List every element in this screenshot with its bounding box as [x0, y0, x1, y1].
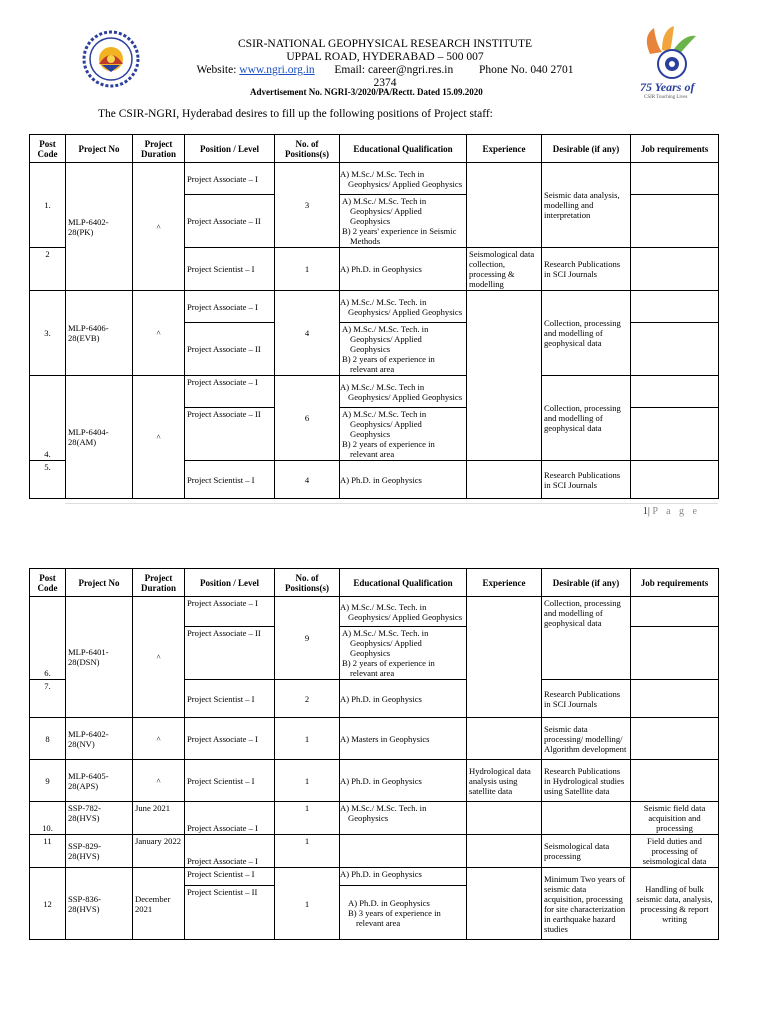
desirable: Research Publications in SCI Journals — [542, 680, 631, 718]
table-row — [30, 376, 719, 408]
post-code: 7. — [30, 680, 66, 718]
project-no: MLP-6402-28(NV) — [66, 718, 133, 760]
positions-count: 1 — [275, 718, 340, 760]
job-requirements: Field duties and processing of seismological data — [631, 835, 719, 868]
project-no: SSP-836-28(HVS) — [66, 868, 133, 940]
table-row — [30, 597, 719, 627]
email-text: Email: career@ngri.res.in — [334, 64, 454, 76]
col-project-no: Project No — [66, 569, 133, 597]
positions-count: 3 — [275, 163, 340, 248]
position-level: Project Scientist – I — [185, 461, 275, 499]
desirable: Research Publications in SCI Journals — [542, 461, 631, 499]
qualification: A) Masters in Geophysics — [340, 718, 467, 760]
positions-count: 1 — [275, 760, 340, 802]
post-code: 8 — [30, 718, 66, 760]
experience — [467, 597, 542, 718]
position-level: Project Associate – I — [185, 597, 275, 627]
post-code: 12 — [30, 868, 66, 940]
post-code: 3. — [30, 291, 66, 376]
job-requirements — [631, 627, 719, 680]
qualification — [340, 835, 467, 868]
project-duration: ^ — [133, 376, 185, 499]
positions-count: 2 — [275, 680, 340, 718]
experience — [467, 802, 542, 835]
logo-tagline: CSIR Touching Lives — [644, 95, 688, 100]
project-no: MLP-6402-28(PK) — [66, 163, 133, 291]
website-label: Website: — [196, 64, 240, 76]
desirable: Seismic data analysis, modelling and interpretation — [542, 163, 631, 248]
desirable: Research Publications in Hydrological studies using Satellite data — [542, 760, 631, 802]
phone-text: Phone No. 040 2701 2374 — [373, 64, 574, 89]
position-level: Project Scientist – II — [185, 886, 275, 940]
position-level: Project Associate – I — [185, 802, 275, 835]
post-code: 5. — [30, 461, 66, 499]
job-requirements — [631, 195, 719, 248]
table-row — [30, 718, 719, 760]
page-number-label: P a g e — [652, 506, 700, 517]
experience — [467, 163, 542, 248]
desirable: Seismological data processing — [542, 835, 631, 868]
qualification: A) M.Sc./ M.Sc. Tech. in Geophysics/ Applied Geophysics — [340, 597, 467, 627]
website-link[interactable]: www.ngri.org.in — [239, 64, 315, 76]
desirable: Research Publications in SCI Journals — [542, 248, 631, 291]
col-educational-qualification: Educational Qualification — [340, 569, 467, 597]
experience: Hydrological data analysis using satellite data — [467, 760, 542, 802]
col-position-level: Position / Level — [185, 569, 275, 597]
positions-table-page2 — [29, 568, 719, 940]
qualification: A) Ph.D. in Geophysics — [340, 461, 467, 499]
qualification-line: A) M.Sc./ M.Sc. Tech in Geophysics/ Applied Geophysics — [342, 196, 427, 226]
logo-years-text: 75 Years of — [640, 80, 695, 94]
desirable: Seismic data processing/ modelling/ Algorithm development — [542, 718, 631, 760]
position-level: Project Scientist – I — [185, 248, 275, 291]
intro-text: The CSIR-NGRI, Hyderabad desires to fill up the following positions of Project staff: — [98, 108, 493, 120]
job-requirements: Seismic field data acquisition and processing — [631, 802, 719, 835]
page-number-value: 1 — [642, 506, 648, 517]
job-requirements — [631, 376, 719, 408]
job-requirements — [631, 408, 719, 461]
job-requirements — [631, 248, 719, 291]
position-level: Project Scientist – I — [185, 868, 275, 886]
ngri-logo — [82, 30, 140, 88]
post-code: 11 — [30, 835, 66, 868]
qualification-line: B) 2 years of experience in relevant area — [342, 439, 435, 459]
col-no-of-positions: No. of Positions(s) — [275, 135, 340, 163]
col-experience: Experience — [467, 135, 542, 163]
job-requirements — [631, 680, 719, 718]
desirable: Collection, processing and modelling of geophysical data — [542, 291, 631, 376]
qualification: A) Ph.D. in Geophysics — [340, 680, 467, 718]
col-post-code: Post Code — [30, 569, 66, 597]
qualification — [340, 627, 467, 680]
qualification-line: A) Ph.D. in Geophysics — [348, 897, 430, 908]
desirable: Collection, processing and modelling of geophysical data — [542, 376, 631, 461]
qualification — [340, 323, 467, 376]
post-code: 6. — [30, 597, 66, 680]
project-no: MLP-6406-28(EVB) — [66, 291, 133, 376]
desirable: Minimum Two years of seismic data acquisition, processing for site characterization in earthquake hazard studies — [542, 868, 631, 940]
post-code: 4. — [30, 376, 66, 461]
experience — [467, 461, 542, 499]
table-row — [30, 291, 719, 323]
qualification: A) M.Sc./ M.Sc. Tech in Geophysics/ Applied Geophysics — [340, 163, 467, 195]
experience: Seismological data collection, processing & modelling — [467, 248, 542, 291]
post-code: 10. — [30, 802, 66, 835]
post-code: 9 — [30, 760, 66, 802]
positions-count: 6 — [275, 376, 340, 461]
table-header-row — [30, 135, 719, 163]
desirable: Collection, processing and modelling of geophysical data — [542, 597, 631, 680]
qualification — [340, 408, 467, 461]
position-level: Project Associate – II — [185, 195, 275, 248]
experience — [467, 718, 542, 760]
positions-count: 1 — [275, 835, 340, 868]
position-level: Project Associate – II — [185, 627, 275, 680]
positions-count: 4 — [275, 291, 340, 376]
col-desirable: Desirable (if any) — [542, 569, 631, 597]
position-level: Project Associate – II — [185, 323, 275, 376]
project-no: SSP-829-28(HVS) — [66, 835, 133, 868]
post-code: 1. — [30, 163, 66, 248]
desirable — [542, 802, 631, 835]
col-desirable: Desirable (if any) — [542, 135, 631, 163]
positions-count: 4 — [275, 461, 340, 499]
job-requirements — [631, 461, 719, 499]
col-experience: Experience — [467, 569, 542, 597]
project-duration: June 2021 — [133, 802, 185, 835]
position-level: Project Associate – I — [185, 835, 275, 868]
position-level: Project Associate – II — [185, 408, 275, 461]
qualification-line: A) M.Sc./ M.Sc. Tech. in Geophysics/ Applied Geophysics — [342, 324, 429, 354]
col-project-duration: Project Duration — [133, 135, 185, 163]
positions-count: 1 — [275, 868, 340, 940]
position-level: Project Associate – I — [185, 718, 275, 760]
position-level: Project Associate – I — [185, 291, 275, 323]
qualification: A) M.Sc./ M.Sc. Tech. in Geophysics/ Applied Geophysics — [340, 291, 467, 323]
project-no: MLP-6405-28(APS) — [66, 760, 133, 802]
project-no: MLP-6401-28(DSN) — [66, 597, 133, 718]
institute-name: CSIR-NATIONAL GEOPHYSICAL RESEARCH INSTITUTE — [238, 38, 532, 50]
qualification-line: B) 2 years of experience in relevant area — [342, 354, 435, 374]
col-position-level: Position / Level — [185, 135, 275, 163]
qualification-line: A) M.Sc./ M.Sc. Tech in Geophysics/ Applied Geophysics — [342, 409, 427, 439]
csir-75-years-logo — [632, 24, 710, 104]
col-educational-qualification: Educational Qualification — [340, 135, 467, 163]
qualification-line: B) 2 years of experience in relevant area — [342, 658, 435, 678]
qualification: A) M.Sc./ M.Sc. Tech. in Geophysics — [340, 802, 467, 835]
table-row — [30, 760, 719, 802]
project-duration: ^ — [133, 597, 185, 718]
project-duration: December 2021 — [133, 868, 185, 940]
qualification-line: B) 2 years' experience in Seismic Methods — [342, 226, 457, 246]
experience — [467, 835, 542, 868]
job-requirements — [631, 291, 719, 323]
project-duration: ^ — [133, 760, 185, 802]
job-requirements — [631, 718, 719, 760]
qualification: A) Ph.D. in Geophysics — [340, 760, 467, 802]
qualification-line: A) M.Sc./ M.Sc. Tech. in Geophysics/ Applied Geophysics — [342, 628, 429, 658]
qualification-line: B) 3 years of experience in relevant area — [348, 907, 441, 928]
job-requirements: Handling of bulk seismic data, analysis, processing & report writing — [631, 868, 719, 940]
qualification: A) M.Sc./ M.Sc. Tech in Geophysics/ Applied Geophysics — [340, 376, 467, 408]
project-duration: ^ — [133, 291, 185, 376]
position-level: Project Scientist – I — [185, 760, 275, 802]
positions-count: 9 — [275, 597, 340, 680]
project-duration: ^ — [133, 718, 185, 760]
project-no: SSP-782-28(HVS) — [66, 802, 133, 835]
experience — [467, 868, 542, 940]
positions-count: 1 — [275, 802, 340, 835]
qualification — [340, 886, 467, 940]
col-project-no: Project No — [66, 135, 133, 163]
position-level: Project Associate – I — [185, 163, 275, 195]
institute-address: UPPAL ROAD, HYDERABAD – 500 007 — [286, 51, 484, 63]
col-post-code: Post Code — [30, 135, 66, 163]
col-job-requirements: Job requirements — [631, 569, 719, 597]
qualification — [340, 195, 467, 248]
advertisement-number: Advertisement No. NGRI-3/2020/PA/Rectt. Dated 15.09.2020 — [250, 87, 483, 97]
col-job-requirements: Job requirements — [631, 135, 719, 163]
positions-table-page1 — [29, 134, 719, 499]
footer-rule — [65, 503, 718, 504]
experience — [467, 291, 542, 461]
table-row — [30, 802, 719, 835]
project-duration: ^ — [133, 163, 185, 291]
table-row — [30, 868, 719, 886]
qualification: A) Ph.D. in Geophysics — [340, 248, 467, 291]
post-code: 2 — [30, 248, 66, 291]
position-level: Project Scientist – I — [185, 680, 275, 718]
job-requirements — [631, 163, 719, 195]
col-project-duration: Project Duration — [133, 569, 185, 597]
table-row — [30, 835, 719, 868]
project-duration: January 2022 — [133, 835, 185, 868]
positions-count: 1 — [275, 248, 340, 291]
position-level: Project Associate – I — [185, 376, 275, 408]
col-no-of-positions: No. of Positions(s) — [275, 569, 340, 597]
qualification: A) Ph.D. in Geophysics — [340, 868, 467, 886]
job-requirements — [631, 597, 719, 627]
table-header-row — [30, 569, 719, 597]
project-no: MLP-6404-28(AM) — [66, 376, 133, 499]
page-number: 1| P a g e — [642, 506, 700, 517]
job-requirements — [631, 760, 719, 802]
job-requirements — [631, 323, 719, 376]
table-row — [30, 163, 719, 195]
